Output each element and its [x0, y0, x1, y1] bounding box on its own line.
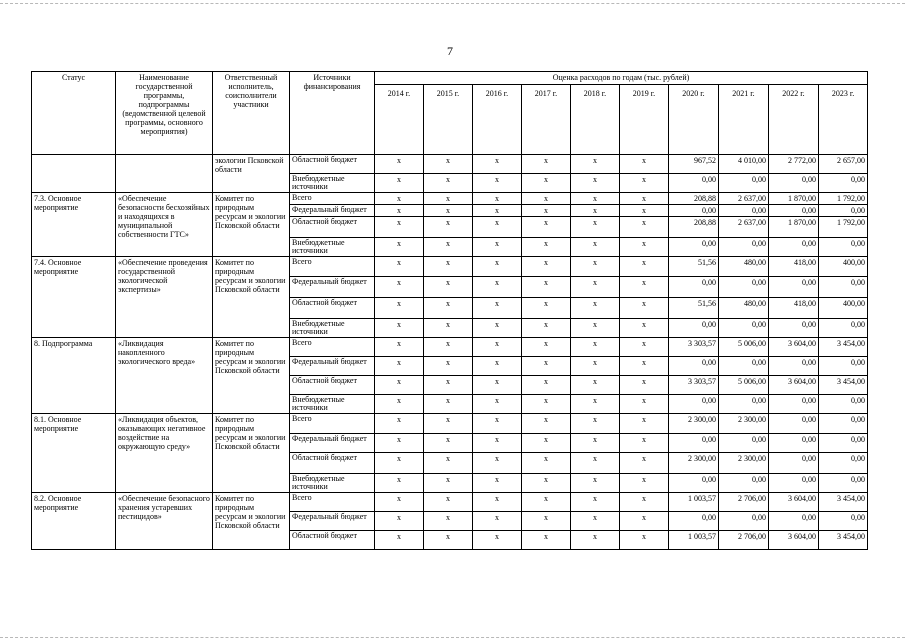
value-cell: х [571, 414, 620, 434]
name-cell: «Ликвидация накопленного экологического вреда» [116, 338, 213, 414]
value-cell: х [620, 474, 669, 493]
value-cell: 418,00 [769, 257, 819, 277]
value-cell: 2 772,00 [769, 155, 819, 174]
value-cell: х [375, 319, 424, 338]
value-cell: х [571, 531, 620, 550]
header-year: 2023 г. [819, 85, 868, 155]
value-cell: х [571, 395, 620, 414]
value-cell: х [522, 277, 571, 298]
header-name: Наименование государственной программы, подпрограммы (ведомственной целевой программы, основного мероприятия) [116, 72, 213, 155]
value-cell: 0,00 [669, 512, 719, 531]
value-cell: х [473, 338, 522, 357]
value-cell: х [375, 531, 424, 550]
source-cell: Внебюджетные источники [290, 395, 375, 414]
value-cell: х [375, 474, 424, 493]
value-cell: х [424, 155, 473, 174]
value-cell: х [424, 174, 473, 193]
source-cell: Областной бюджет [290, 298, 375, 319]
executor-cell: Комитет по природным ресурсам и экологии Псковской области [213, 193, 290, 257]
source-cell: Внебюджетные источники [290, 174, 375, 193]
value-cell: х [473, 319, 522, 338]
value-cell: х [375, 277, 424, 298]
value-cell: 4 010,00 [719, 155, 769, 174]
value-cell: 3 454,00 [819, 493, 868, 512]
header-status: Статус [32, 72, 116, 155]
value-cell: х [620, 319, 669, 338]
value-cell: х [571, 217, 620, 238]
value-cell: х [473, 512, 522, 531]
value-cell: х [522, 174, 571, 193]
value-cell: х [571, 319, 620, 338]
executor-cell: Комитет по природным ресурсам и экологии Псковской области [213, 338, 290, 414]
value-cell: х [571, 298, 620, 319]
value-cell: х [522, 217, 571, 238]
value-cell: х [424, 257, 473, 277]
status-cell: 7.4. Основное мероприятие [32, 257, 116, 338]
table-row [32, 414, 868, 434]
value-cell: х [424, 453, 473, 474]
value-cell: х [522, 493, 571, 512]
value-cell: х [571, 257, 620, 277]
value-cell: 3 303,57 [669, 376, 719, 395]
value-cell: х [571, 493, 620, 512]
header-year: 2014 г. [375, 85, 424, 155]
value-cell: х [571, 357, 620, 376]
budget-table [31, 71, 868, 550]
source-cell: Внебюджетные источники [290, 474, 375, 493]
header-year: 2021 г. [719, 85, 769, 155]
value-cell: 208,88 [669, 193, 719, 205]
value-cell: 0,00 [769, 277, 819, 298]
value-cell: х [375, 174, 424, 193]
value-cell: х [620, 357, 669, 376]
value-cell: х [375, 512, 424, 531]
value-cell: х [473, 298, 522, 319]
value-cell: 0,00 [819, 174, 868, 193]
value-cell: х [375, 205, 424, 217]
value-cell: х [375, 414, 424, 434]
value-cell: 2 637,00 [719, 193, 769, 205]
source-cell: Всего [290, 193, 375, 205]
value-cell: 0,00 [669, 357, 719, 376]
value-cell: х [522, 193, 571, 205]
value-cell: х [424, 319, 473, 338]
value-cell: х [375, 357, 424, 376]
value-cell: х [522, 257, 571, 277]
name-cell: «Обеспечение безопасного хранения устаревших пестицидов» [116, 493, 213, 550]
header-year: 2020 г. [669, 85, 719, 155]
value-cell: х [375, 395, 424, 414]
value-cell: 0,00 [769, 434, 819, 453]
value-cell: 0,00 [719, 174, 769, 193]
value-cell: х [522, 205, 571, 217]
value-cell: 0,00 [819, 453, 868, 474]
value-cell: х [620, 395, 669, 414]
value-cell: 3 454,00 [819, 376, 868, 395]
page-number: 7 [447, 44, 453, 58]
source-cell: Областной бюджет [290, 155, 375, 174]
value-cell: х [473, 453, 522, 474]
value-cell: х [424, 338, 473, 357]
value-cell: х [522, 319, 571, 338]
value-cell: х [473, 277, 522, 298]
source-cell: Федеральный бюджет [290, 277, 375, 298]
value-cell: 480,00 [719, 257, 769, 277]
value-cell: 0,00 [719, 205, 769, 217]
value-cell: х [620, 193, 669, 205]
value-cell: х [620, 205, 669, 217]
value-cell: 0,00 [769, 319, 819, 338]
value-cell: х [473, 493, 522, 512]
value-cell: х [424, 205, 473, 217]
value-cell: х [473, 217, 522, 238]
value-cell: 0,00 [719, 357, 769, 376]
value-cell: х [424, 298, 473, 319]
value-cell: х [571, 238, 620, 257]
value-cell: 0,00 [819, 205, 868, 217]
value-cell: х [571, 205, 620, 217]
table-row [32, 338, 868, 357]
value-cell: х [620, 414, 669, 434]
name-cell: «Обеспечение проведения государственной экологической экспертизы» [116, 257, 213, 338]
value-cell: х [620, 155, 669, 174]
value-cell: х [620, 298, 669, 319]
value-cell: х [571, 376, 620, 395]
value-cell: 0,00 [719, 319, 769, 338]
value-cell: 2 637,00 [719, 217, 769, 238]
value-cell: х [424, 434, 473, 453]
source-cell: Всего [290, 493, 375, 512]
executor-cell: Комитет по природным ресурсам и экологии Псковской области [213, 493, 290, 550]
value-cell: х [424, 376, 473, 395]
value-cell: 0,00 [819, 395, 868, 414]
value-cell: 0,00 [769, 357, 819, 376]
value-cell: х [571, 512, 620, 531]
source-cell: Всего [290, 338, 375, 357]
header-year: 2022 г. [769, 85, 819, 155]
value-cell: х [522, 453, 571, 474]
value-cell: 0,00 [769, 512, 819, 531]
value-cell: 400,00 [819, 298, 868, 319]
value-cell: х [522, 155, 571, 174]
value-cell: 0,00 [769, 174, 819, 193]
value-cell: х [620, 174, 669, 193]
value-cell: х [424, 474, 473, 493]
value-cell: 0,00 [769, 453, 819, 474]
header-estimate: Оценка расходов по годам (тыс. рублей) [375, 72, 868, 85]
value-cell: х [473, 205, 522, 217]
value-cell: х [620, 257, 669, 277]
value-cell: х [424, 277, 473, 298]
value-cell: 5 006,00 [719, 376, 769, 395]
value-cell: х [620, 338, 669, 357]
value-cell: 0,00 [769, 395, 819, 414]
value-cell: 0,00 [719, 238, 769, 257]
value-cell: х [375, 238, 424, 257]
value-cell: х [571, 474, 620, 493]
value-cell: х [522, 376, 571, 395]
header-year: 2016 г. [473, 85, 522, 155]
source-cell: Областной бюджет [290, 453, 375, 474]
value-cell: х [522, 414, 571, 434]
value-cell: 0,00 [819, 512, 868, 531]
header-executor: Ответственный исполнитель, соисполнители участники [213, 72, 290, 155]
value-cell: х [571, 174, 620, 193]
value-cell: 0,00 [819, 434, 868, 453]
executor-cell: Комитет по природным ресурсам и экологии Псковской области [213, 257, 290, 338]
value-cell: 3 303,57 [669, 338, 719, 357]
value-cell: х [424, 512, 473, 531]
source-cell: Внебюджетные источники [290, 238, 375, 257]
value-cell: 2 706,00 [719, 531, 769, 550]
value-cell: 0,00 [819, 319, 868, 338]
value-cell: х [473, 531, 522, 550]
name-cell [116, 155, 213, 193]
value-cell: 3 604,00 [769, 531, 819, 550]
value-cell: х [473, 238, 522, 257]
value-cell: 1 003,57 [669, 531, 719, 550]
source-cell: Всего [290, 257, 375, 277]
value-cell: х [424, 217, 473, 238]
value-cell: 3 454,00 [819, 531, 868, 550]
value-cell: х [620, 217, 669, 238]
value-cell: х [473, 357, 522, 376]
value-cell: 0,00 [669, 395, 719, 414]
source-cell: Областной бюджет [290, 376, 375, 395]
value-cell: х [571, 155, 620, 174]
value-cell: х [522, 238, 571, 257]
source-cell: Внебюджетные источники [290, 319, 375, 338]
value-cell: 3 604,00 [769, 493, 819, 512]
executor-cell: Комитет по природным ресурсам и экологии Псковской области [213, 414, 290, 493]
value-cell: 0,00 [819, 357, 868, 376]
value-cell: 208,88 [669, 217, 719, 238]
header-year: 2017 г. [522, 85, 571, 155]
value-cell: 0,00 [769, 414, 819, 434]
value-cell: х [375, 257, 424, 277]
table-body [32, 155, 868, 550]
header-year: 2018 г. [571, 85, 620, 155]
value-cell: х [620, 434, 669, 453]
value-cell: 0,00 [719, 395, 769, 414]
value-cell: х [375, 155, 424, 174]
header-year: 2019 г. [620, 85, 669, 155]
value-cell: х [375, 338, 424, 357]
value-cell: 51,56 [669, 298, 719, 319]
source-cell: Всего [290, 414, 375, 434]
value-cell: 1 792,00 [819, 193, 868, 205]
value-cell: 3 604,00 [769, 338, 819, 357]
table-row [32, 493, 868, 512]
name-cell: «Ликвидация объектов, оказывающих негативное воздействие на окружающую среду» [116, 414, 213, 493]
value-cell: х [620, 238, 669, 257]
value-cell: 3 604,00 [769, 376, 819, 395]
value-cell: 1 003,57 [669, 493, 719, 512]
status-cell: 8. Подпрограмма [32, 338, 116, 414]
value-cell: 0,00 [669, 434, 719, 453]
value-cell: 0,00 [719, 434, 769, 453]
value-cell: х [571, 338, 620, 357]
value-cell: 2 657,00 [819, 155, 868, 174]
value-cell: х [522, 395, 571, 414]
value-cell: х [473, 414, 522, 434]
value-cell: 0,00 [769, 238, 819, 257]
value-cell: 0,00 [819, 238, 868, 257]
value-cell: 1 870,00 [769, 217, 819, 238]
name-cell: «Обеспечение безопасности бесхозяйных и находящихся в муниципальной собственности ГТС» [116, 193, 213, 257]
value-cell: х [473, 376, 522, 395]
value-cell: х [571, 434, 620, 453]
value-cell: х [522, 512, 571, 531]
status-cell: 8.1. Основное мероприятие [32, 414, 116, 493]
value-cell: 0,00 [769, 205, 819, 217]
value-cell: 0,00 [819, 474, 868, 493]
status-cell [32, 155, 116, 193]
value-cell: х [375, 493, 424, 512]
value-cell: х [620, 493, 669, 512]
value-cell: х [571, 193, 620, 205]
value-cell: х [522, 474, 571, 493]
value-cell: х [522, 434, 571, 453]
value-cell: х [473, 155, 522, 174]
value-cell: 5 006,00 [719, 338, 769, 357]
value-cell: 0,00 [719, 512, 769, 531]
value-cell: х [375, 376, 424, 395]
source-cell: Федеральный бюджет [290, 512, 375, 531]
value-cell: х [424, 395, 473, 414]
value-cell: 0,00 [669, 238, 719, 257]
value-cell: 418,00 [769, 298, 819, 319]
table-row [32, 193, 868, 205]
value-cell: х [473, 395, 522, 414]
value-cell: х [522, 531, 571, 550]
value-cell: 0,00 [719, 277, 769, 298]
value-cell: 2 706,00 [719, 493, 769, 512]
value-cell: х [522, 357, 571, 376]
value-cell: х [375, 217, 424, 238]
value-cell: х [473, 434, 522, 453]
table-row [32, 155, 868, 174]
value-cell: 0,00 [819, 414, 868, 434]
value-cell: 2 300,00 [719, 453, 769, 474]
value-cell: х [620, 376, 669, 395]
value-cell: 2 300,00 [719, 414, 769, 434]
value-cell: х [571, 277, 620, 298]
source-cell: Федеральный бюджет [290, 357, 375, 376]
status-cell: 8.2. Основное мероприятие [32, 493, 116, 550]
value-cell: 0,00 [769, 474, 819, 493]
value-cell: 1 792,00 [819, 217, 868, 238]
scan-edge-top [0, 3, 905, 4]
value-cell: х [375, 298, 424, 319]
value-cell: 967,52 [669, 155, 719, 174]
scan-edge-bottom [0, 637, 905, 638]
value-cell: 400,00 [819, 257, 868, 277]
source-cell: Федеральный бюджет [290, 434, 375, 453]
value-cell: 480,00 [719, 298, 769, 319]
value-cell: х [375, 193, 424, 205]
value-cell: 1 870,00 [769, 193, 819, 205]
value-cell: х [375, 453, 424, 474]
value-cell: х [473, 193, 522, 205]
value-cell: 3 454,00 [819, 338, 868, 357]
value-cell: х [424, 414, 473, 434]
header-year: 2015 г. [424, 85, 473, 155]
value-cell: 2 300,00 [669, 453, 719, 474]
value-cell: х [424, 357, 473, 376]
value-cell: х [424, 531, 473, 550]
value-cell: х [473, 174, 522, 193]
value-cell: 0,00 [669, 174, 719, 193]
value-cell: 0,00 [669, 205, 719, 217]
value-cell: х [620, 531, 669, 550]
value-cell: 0,00 [669, 474, 719, 493]
value-cell: 51,56 [669, 257, 719, 277]
value-cell: х [424, 493, 473, 512]
value-cell: х [620, 453, 669, 474]
source-cell: Федеральный бюджет [290, 205, 375, 217]
value-cell: 2 300,00 [669, 414, 719, 434]
status-cell: 7.3. Основное мероприятие [32, 193, 116, 257]
value-cell: 0,00 [819, 277, 868, 298]
value-cell: х [473, 257, 522, 277]
value-cell: 0,00 [669, 277, 719, 298]
executor-cell: экологии Псковской области [213, 155, 290, 193]
source-cell: Областной бюджет [290, 531, 375, 550]
value-cell: х [522, 298, 571, 319]
value-cell: х [424, 193, 473, 205]
value-cell: х [522, 338, 571, 357]
table-row [32, 257, 868, 277]
value-cell: х [571, 453, 620, 474]
value-cell: х [375, 434, 424, 453]
source-cell: Областной бюджет [290, 217, 375, 238]
value-cell: х [620, 512, 669, 531]
value-cell: х [424, 238, 473, 257]
value-cell: х [473, 474, 522, 493]
value-cell: 0,00 [669, 319, 719, 338]
value-cell: х [620, 277, 669, 298]
header-source: Источники финансирования [290, 72, 375, 155]
value-cell: 0,00 [719, 474, 769, 493]
